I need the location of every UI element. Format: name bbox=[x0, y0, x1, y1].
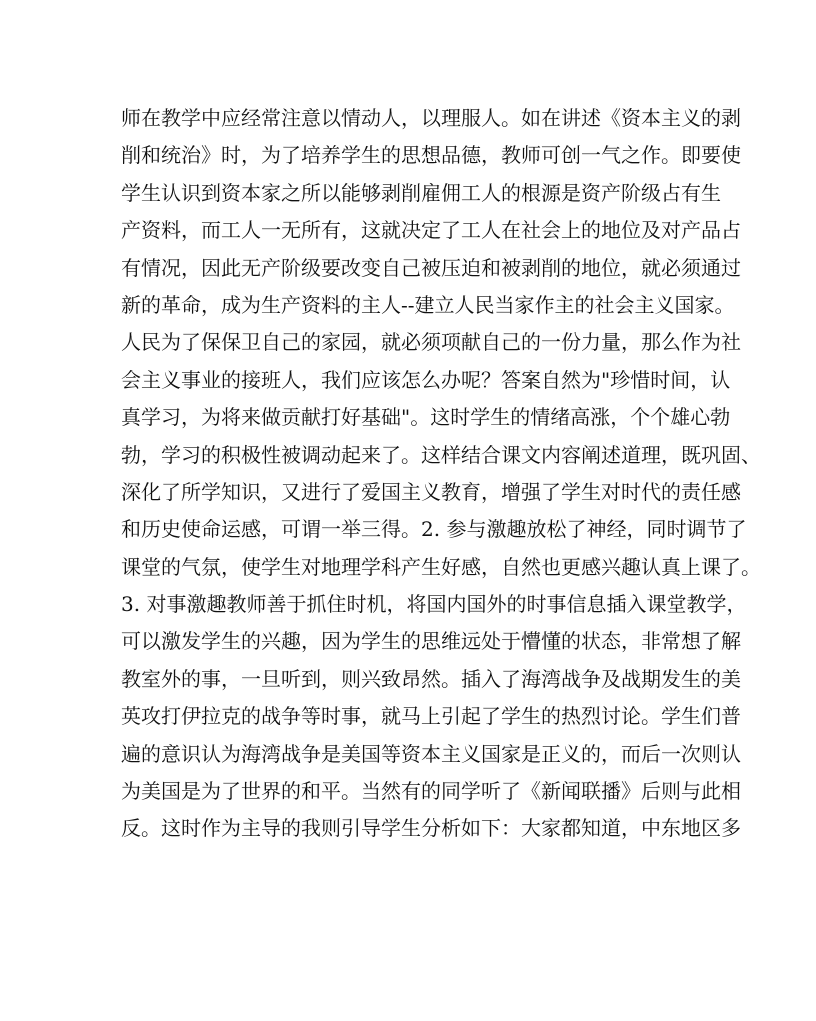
text-line: 人民为了保保卫自己的家园，就必须项献自己的一份力量，那么作为社 bbox=[121, 330, 741, 355]
text-line: 教室外的事，一旦听到，则兴致昂然。插入了海湾战争及战期发生的美 bbox=[121, 666, 741, 691]
text-line: 真学习，为将来做贡献打好基础"。这时学生的情绪高涨，个个雄心勃 bbox=[121, 405, 731, 430]
text-line: 反。这时作为主导的我则引导学生分析如下：大家都知道，中东地区多 bbox=[121, 816, 741, 841]
text-line: 遍的意识认为海湾战争是美国等资本主义国家是正义的，而后一次则认 bbox=[121, 741, 741, 766]
text-line: 削和统治》时，为了培养学生的思想品德，教师可创一气之作。即要使 bbox=[121, 143, 741, 168]
text-line: 学生认识到资本家之所以能够剥削雇佣工人的根源是资产阶级占有生 bbox=[121, 180, 721, 205]
text-line: 3. 对事激趣教师善于抓住时机，将国内国外的时事信息插入课堂教学， bbox=[121, 592, 747, 617]
text-line: 深化了所学知识，又进行了爱国主义教育，增强了学生对时代的责任感 bbox=[121, 479, 741, 504]
text-line: 英攻打伊拉克的战争等时事，就马上引起了学生的热烈讨论。学生们普 bbox=[121, 704, 741, 729]
text-line: 和历史使命运感，可谓一举三得。2. 参与激趣放松了神经，同时调节了 bbox=[121, 517, 747, 542]
text-line: 新的革命，成为生产资料的主人--建立人民当家作主的社会主义国家。 bbox=[121, 292, 735, 317]
text-line: 有情况，因此无产阶级要改变自己被压迫和被剥削的地位，就必须通过 bbox=[121, 255, 741, 280]
text-line: 勃，学习的积极性被调动起来了。这样结合课文内容阐述道理，既巩固、 bbox=[121, 442, 761, 467]
text-line: 可以激发学生的兴趣，因为学生的思维远处于懵懂的状态，非常想了解 bbox=[121, 629, 741, 654]
text-line: 产资料，而工人一无所有，这就决定了工人在社会上的地位及对产品占 bbox=[121, 218, 741, 243]
text-line: 为美国是为了世界的和平。当然有的同学听了《新闻联播》后则与此相 bbox=[121, 779, 741, 804]
body-text bbox=[121, 100, 761, 848]
text-line: 课堂的气氛，使学生对地理学科产生好感，自然也更感兴趣认真上课了。 bbox=[121, 554, 761, 579]
text-line: 会主义事业的接班人，我们应该怎么办呢？答案自然为"珍惜时间，认 bbox=[121, 367, 731, 392]
text-line: 师在教学中应经常注意以情动人，以理服人。如在讲述《资本主义的剥 bbox=[121, 106, 741, 130]
